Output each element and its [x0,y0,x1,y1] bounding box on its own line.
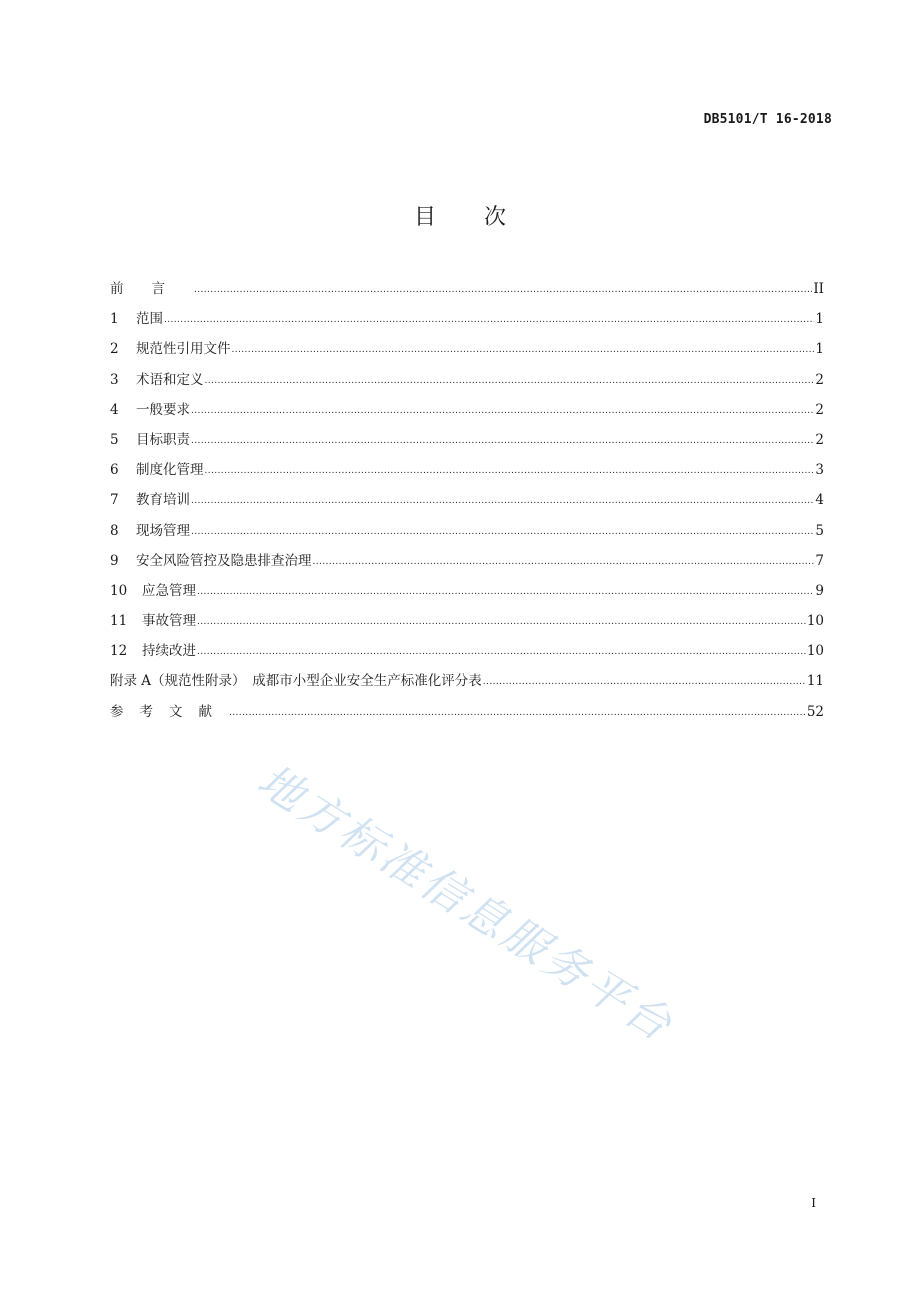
toc-leader-dots [313,549,815,573]
toc-entry-number: 1 [110,311,119,328]
toc-entry-number: 11 [110,613,128,630]
toc-entry-label: 安全风险管控及隐患排查治理 [136,552,312,569]
toc-entry-label: 附录 A（规范性附录） 成都市小型企业安全生产标准化评分表 [110,673,482,690]
toc-leader-dots [205,368,815,392]
toc-entry-page: 2 [815,431,824,448]
toc-entry-12[interactable] [110,640,824,670]
toc-entry-number: 4 [110,401,119,418]
toc-entry-page: 1 [815,341,824,358]
toc-entry-label: 现场管理 [136,522,190,539]
toc-leader-dots [197,609,806,633]
toc-entry-label: 规范性引用文件 [136,341,231,358]
toc-entry-page: 3 [815,462,824,479]
toc-entry-label: 一般要求 [136,401,190,418]
toc-entry-label: 制度化管理 [136,462,204,479]
toc-leader-dots [191,519,814,543]
toc-entry-number: 3 [110,371,119,388]
toc-entry-number: 10 [110,582,128,599]
toc-entry-number: 5 [110,431,119,448]
toc-entry-number: 12 [110,643,128,660]
toc-entry-label: 前言 [110,281,193,297]
page-title: 目次 [413,205,554,230]
toc-entry-label: 应急管理 [142,582,196,599]
toc-entry-appendix-a[interactable] [110,670,824,700]
toc-entry-page: 7 [815,552,824,569]
toc-entry-5[interactable] [110,429,824,459]
toc-leader-dots [191,398,814,422]
toc-entry-page: 4 [815,492,824,509]
watermark-text: 地方标准信息服务平台 [248,755,683,1053]
toc-leader-dots [197,639,806,663]
toc-entry-label: 持续改进 [142,643,196,660]
toc-leader-dots [194,277,812,301]
toc-entry-label: 参考文献 [110,703,228,720]
toc-entry-7[interactable] [110,489,824,519]
toc-entry-8[interactable] [110,520,824,550]
toc-entry-2[interactable] [110,338,824,368]
toc-entry-3[interactable] [110,369,824,399]
toc-leader-dots [232,337,815,361]
toc-entry-9[interactable] [110,550,824,580]
toc-entry-number: 9 [110,552,119,569]
toc-entry-page: 2 [815,401,824,418]
document-code: DB5101/T 16-2018 [703,112,832,127]
toc-entry-number: 7 [110,492,119,509]
toc-entry-page: II [813,281,824,297]
toc-leader-dots [205,458,815,482]
toc-entry-references[interactable] [110,701,824,731]
toc-entry-page: 9 [815,582,824,599]
toc-entry-page: 11 [806,673,824,690]
toc-entry-label: 目标职责 [136,431,190,448]
toc-entry-label: 范围 [136,311,163,328]
toc-entry-foreword[interactable] [110,278,824,308]
table-of-contents [110,278,824,731]
toc-entry-4[interactable] [110,399,824,429]
toc-entry-11[interactable] [110,610,824,640]
toc-entry-6[interactable] [110,459,824,489]
toc-entry-1[interactable] [110,308,824,338]
toc-entry-page: 52 [806,703,824,720]
toc-entry-page: 10 [806,613,824,630]
toc-entry-page: 1 [815,311,824,328]
toc-entry-label: 教育培训 [136,492,190,509]
toc-leader-dots [483,669,806,693]
toc-entry-label: 术语和定义 [136,371,204,388]
toc-entry-number: 8 [110,522,119,539]
toc-leader-dots [197,579,814,603]
toc-entry-10[interactable] [110,580,824,610]
toc-entry-number: 2 [110,341,119,358]
toc-leader-dots [229,700,806,724]
toc-entry-page: 5 [815,522,824,539]
toc-entry-page: 10 [806,643,824,660]
toc-leader-dots [164,307,814,331]
page-number: I [811,1196,816,1210]
toc-leader-dots [191,428,814,452]
toc-leader-dots [191,488,814,512]
toc-entry-page: 2 [815,371,824,388]
toc-entry-number: 6 [110,462,119,479]
toc-entry-label: 事故管理 [142,613,196,630]
